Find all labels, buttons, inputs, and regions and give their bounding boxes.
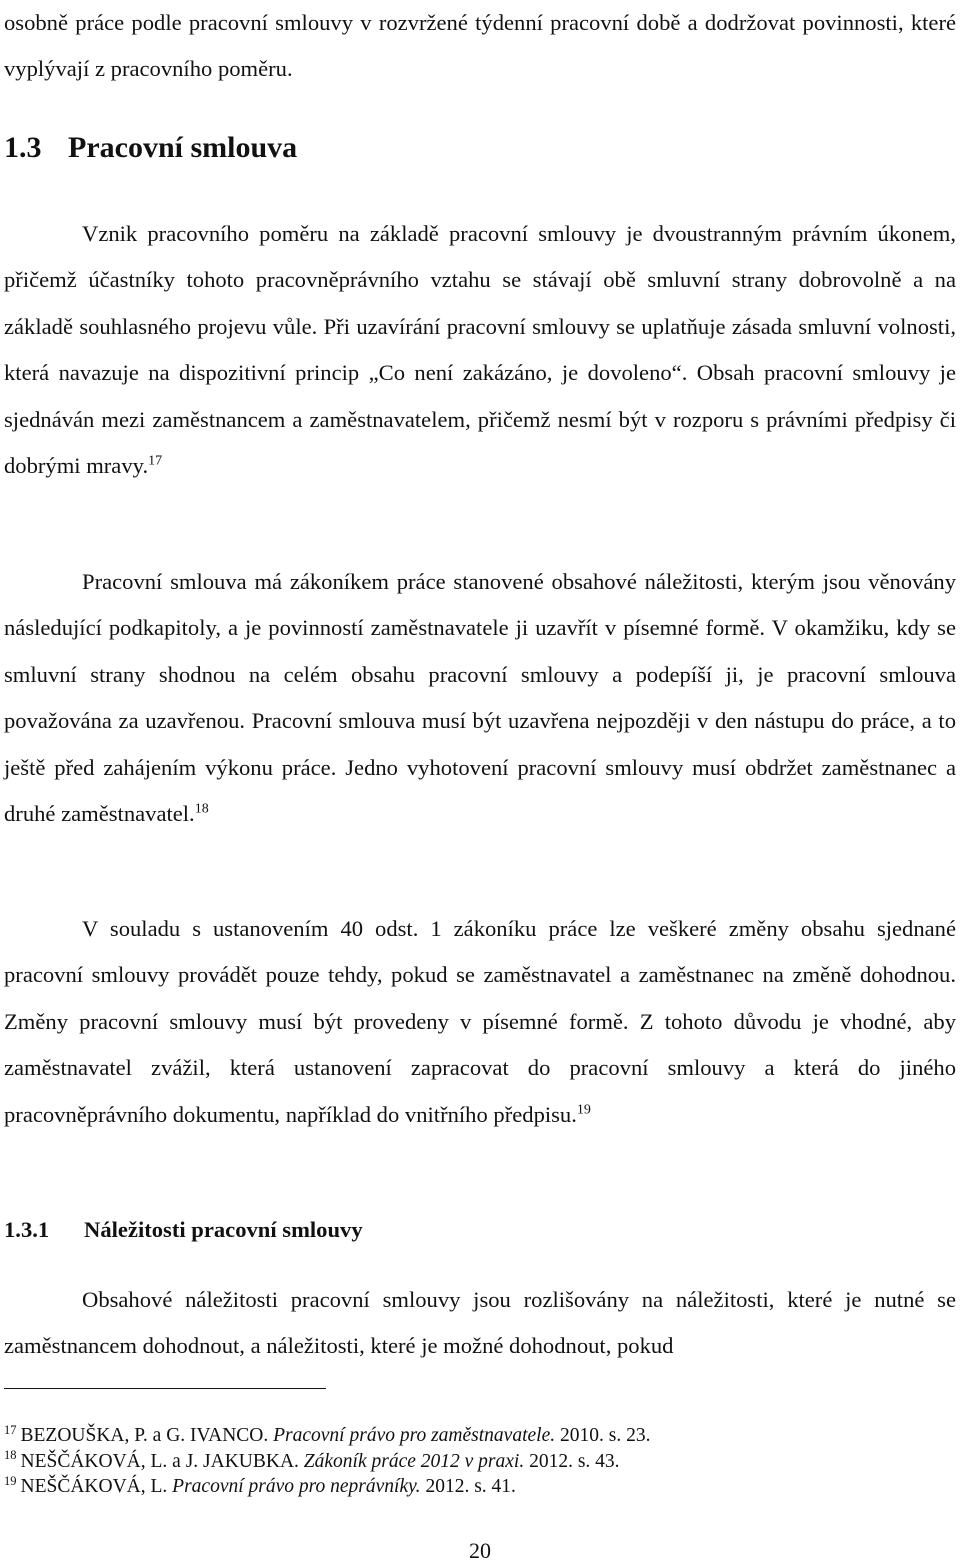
footnote-ref-19[interactable]: 19 xyxy=(576,1102,591,1118)
footnote-details: 2012. s. 41. xyxy=(420,1476,516,1497)
footnote-number: 17 xyxy=(4,1422,17,1437)
footnote-author: NEŠČÁKOVÁ, L. a J. JAKUBKA. xyxy=(20,1450,304,1472)
footnote-work-title: Pracovní právo pro neprávníky. xyxy=(172,1476,421,1497)
footnote-separator xyxy=(4,1388,326,1389)
footnote-work-title: Pracovní právo pro zaměstnavatele. xyxy=(273,1425,556,1446)
paragraph-1 xyxy=(4,211,956,489)
footnote-19 xyxy=(4,1474,956,1500)
paragraph-2 xyxy=(4,559,956,837)
section-heading xyxy=(4,128,297,168)
section-number: 1.3 xyxy=(4,131,42,164)
footnote-ref-17[interactable]: 17 xyxy=(148,453,163,469)
subsection-title: Náležitosti pracovní smlouvy xyxy=(84,1217,363,1242)
section-title: Pracovní smlouva xyxy=(68,131,298,164)
footnote-18 xyxy=(4,1449,956,1475)
footnote-work-title: Zákoník práce 2012 v praxi. xyxy=(303,1450,525,1472)
footnote-number: 19 xyxy=(4,1473,17,1488)
subsection-number: 1.3.1 xyxy=(4,1217,50,1242)
intro-paragraph xyxy=(4,0,956,93)
footnote-author: NEŠČÁKOVÁ, L. xyxy=(20,1476,173,1497)
page-number: 20 xyxy=(469,1538,491,1563)
footnote-details: 2012. s. 43. xyxy=(524,1450,620,1472)
footnote-number: 18 xyxy=(4,1448,17,1462)
footnote-details: 2010. s. 23. xyxy=(555,1425,651,1446)
paragraph-4-text: Obsahové náležitosti pracovní smlouvy jsou rozlišovány na náležitosti, které je nutné se zaměstnancem dohodnout, a náležitosti, které je možné dohodnout, pokud xyxy=(4,1287,956,1359)
intro-text: osobně práce podle pracovní smlouvy v rozvržené týdenní pracovní době a dodržovat povinnosti, které vyplývají z pracovního poměru. xyxy=(4,10,956,82)
paragraph-1-text: Vznik pracovního poměru na základě pracovní smlouvy je dvoustranným právním úkonem, přičemž účastníky tohoto pracovněprávního vztahu se stávají obě smluvní strany dobrovolně a na základě souhlasného projevu vůle. Při uzavírání pracovní smlouvy se uplatňuje zásada smluvní volnosti, která navazuje na dispozitivní princip „Co není zakázáno, je dovoleno“. Obsah pracovní smlouvy je sjednáván mezi zaměstnancem a zaměstnavatelem, přičemž nesmí být v rozporu s právními předpisy či dobrými mravy. xyxy=(4,221,956,479)
paragraph-3-text: V souladu s ustanovením 40 odst. 1 zákoníku práce lze veškeré změny obsahu sjednané pracovní smlouvy provádět pouze tehdy, pokud se zaměstnavatel a zaměstnanec na změně dohodnou. Změny pracovní smlouvy musí být provedeny v písemné formě. Z tohoto důvodu je vhodné, aby zaměstnavatel zvážil, která ustanovení zapracovat do pracovní smlouvy a která do jiného pracovněprávního dokumentu, například do vnitřního předpisu. xyxy=(4,916,956,1127)
paragraph-2-text: Pracovní smlouva má zákoníkem práce stanovené obsahové náležitosti, kterým jsou věnovány následující podkapitoly, a je povinností zaměstnavatele ji uzavřít v písemné formě. V okamžiku, kdy se smluvní strany shodnou na celém obsahu pracovní smlouvy a podepíší ji, je pracovní smlouva považována za uzavřenou. Pracovní smlouva musí být uzavřena nejpozději v den nástupu do práce, a to ještě před zahájením výkonu práce. Jedno vyhotovení pracovní smlouvy musí obdržet zaměstnanec a druhé zaměstnavatel. xyxy=(4,569,956,827)
paragraph-3 xyxy=(4,906,956,1138)
footnote-17 xyxy=(4,1423,956,1449)
footnote-ref-18[interactable]: 18 xyxy=(194,801,209,817)
subsection-heading xyxy=(4,1212,363,1248)
paragraph-4 xyxy=(4,1277,956,1370)
footnotes xyxy=(4,1423,956,1500)
footnote-author: BEZOUŠKA, P. a G. IVANCO. xyxy=(20,1425,274,1446)
